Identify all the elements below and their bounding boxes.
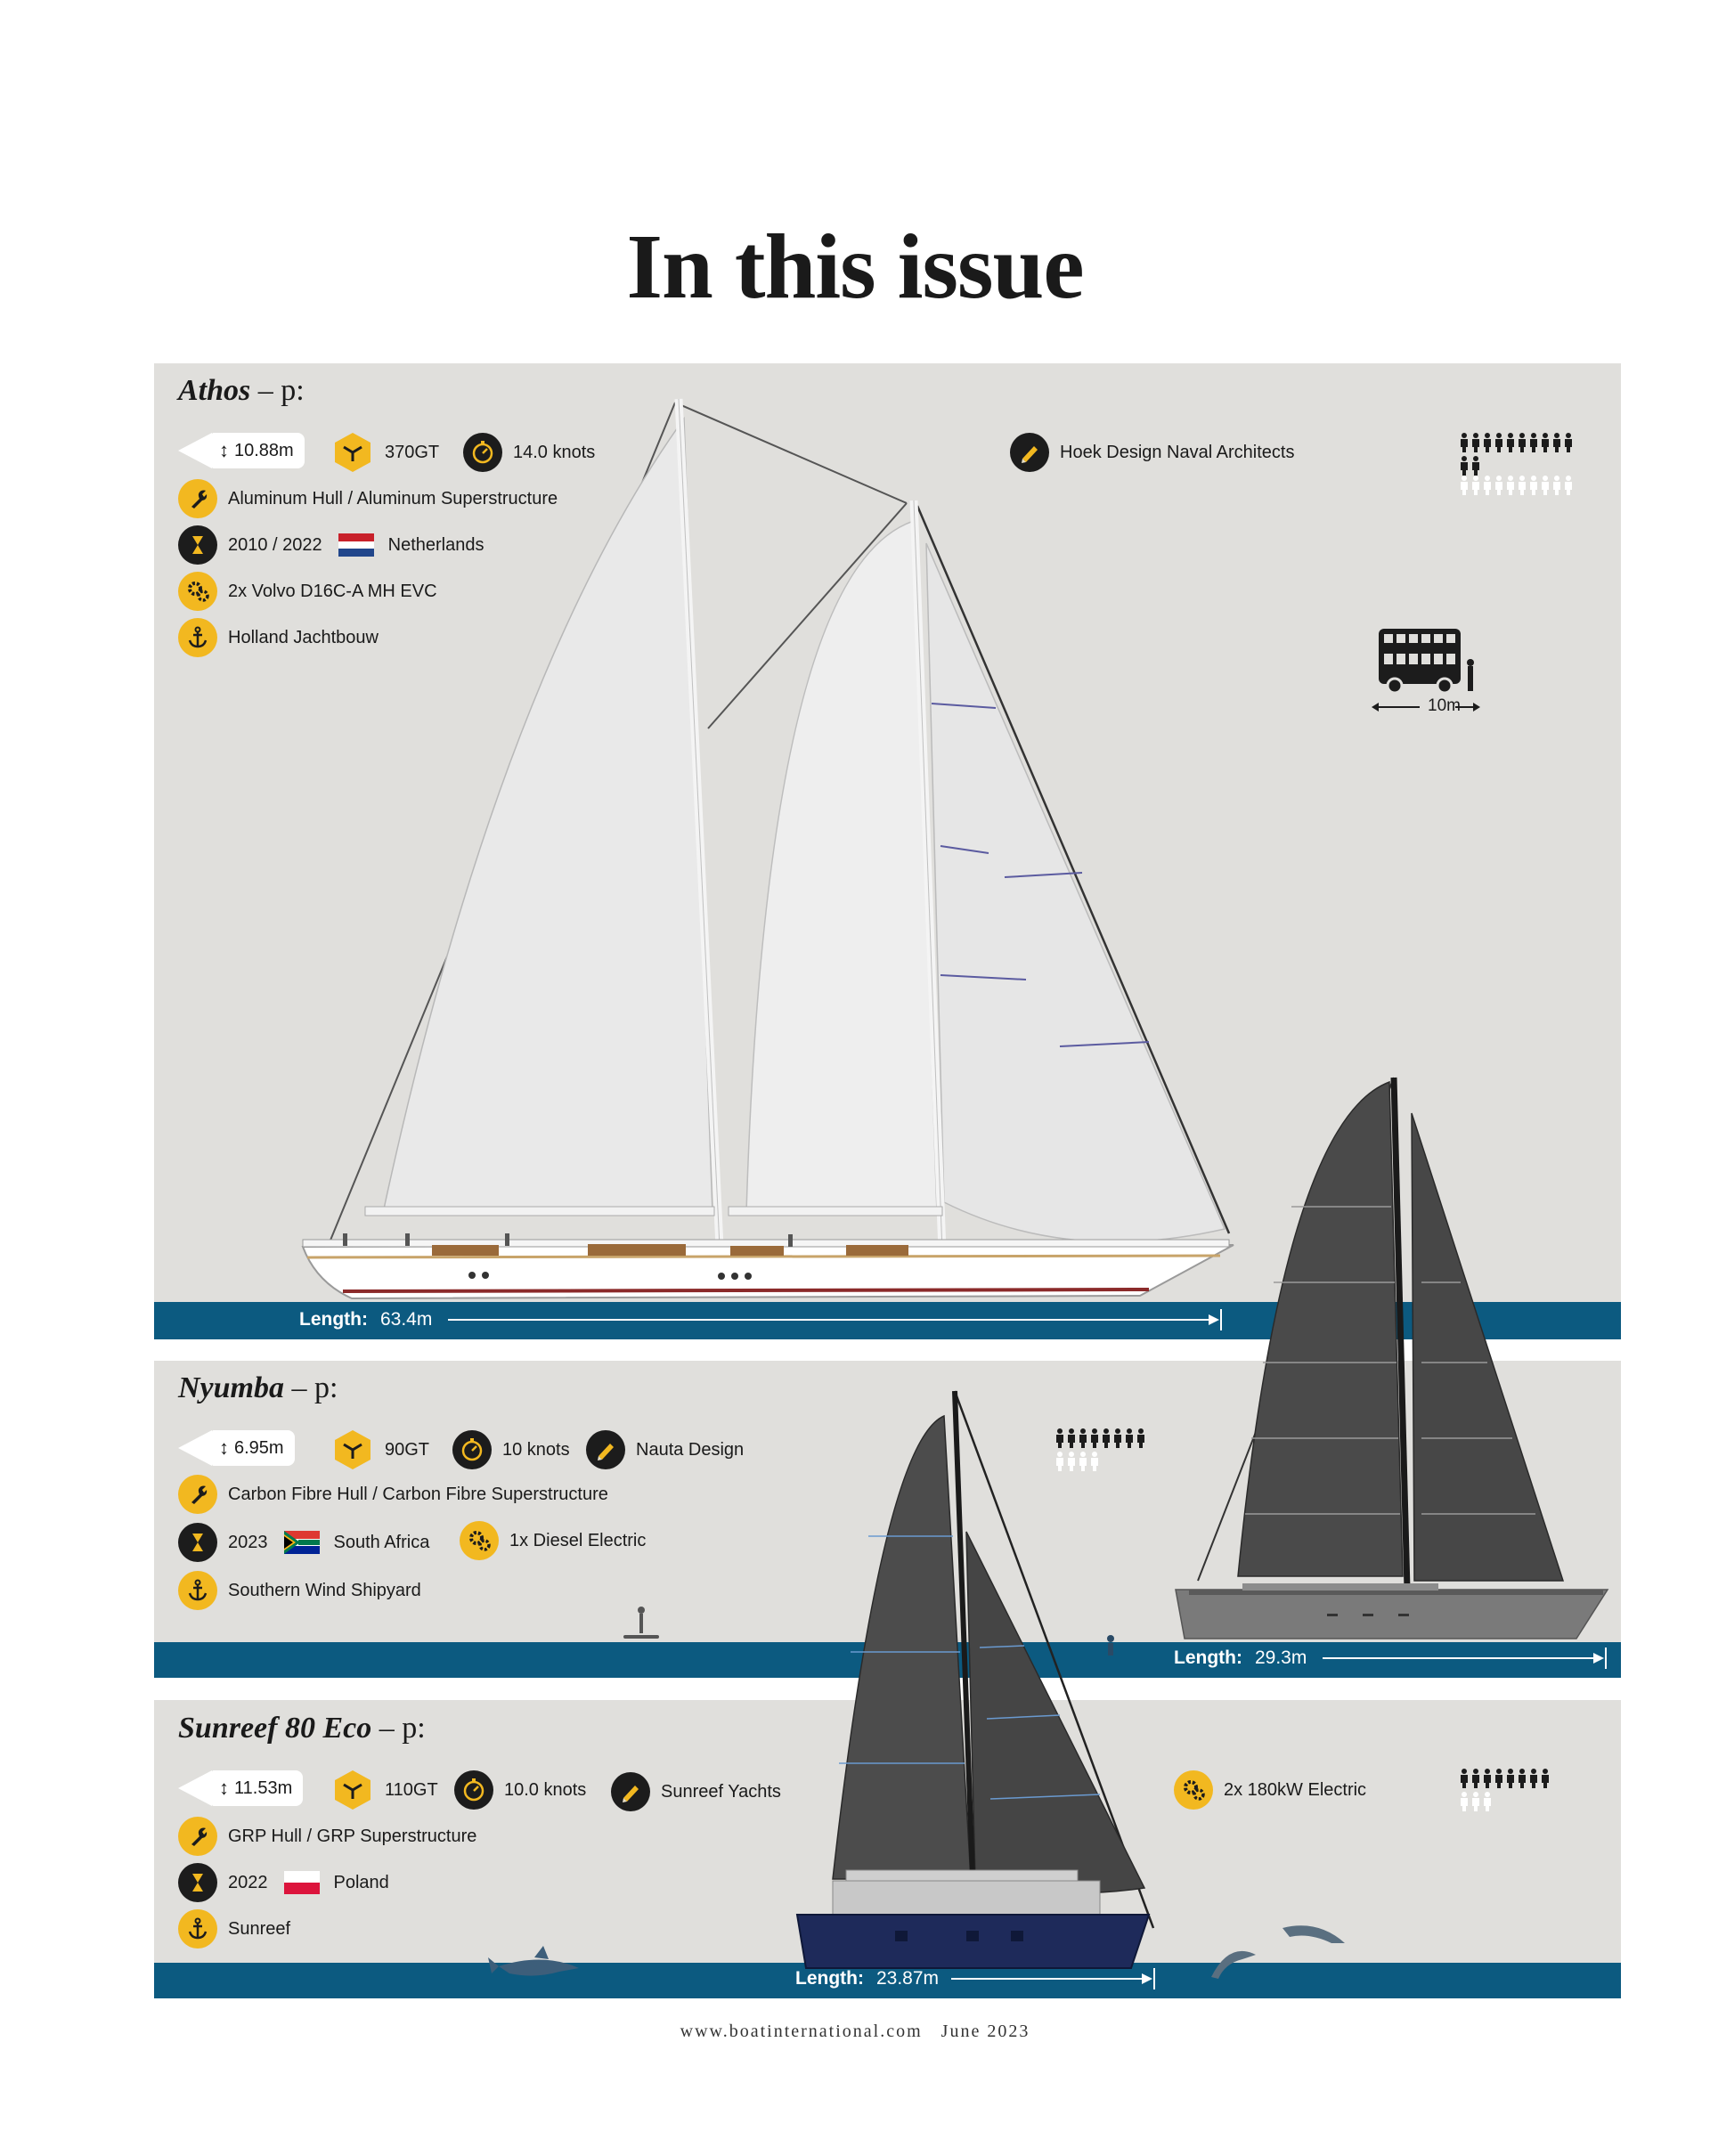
nyumba-name: Nyumba [178,1371,284,1404]
pencil-icon [1010,433,1049,472]
person-icon [1079,1428,1087,1448]
paddleboarder-icon [623,1607,659,1639]
nyumba-gt-value: 90GT [385,1439,430,1460]
nyumba-beam: ↕ 6.95m [178,1430,295,1466]
person-icon [1472,456,1479,476]
athos-years [178,525,484,565]
athos-gt-value: 370GT [385,442,440,462]
hourglass-icon [178,1863,217,1902]
person-icon [1484,433,1491,452]
nyumba-page-suffix: – p: [291,1371,338,1404]
person-icon [1542,1769,1549,1788]
person-icon [1472,476,1479,495]
person-icon [1519,476,1526,495]
sunreef-gt-value: 110GT [385,1779,438,1800]
sunreef-hull [178,1817,476,1856]
nyumba-yacht-drawing [1176,1078,1608,1639]
nyumba-engine-value: 1x Diesel Electric [509,1530,647,1550]
anchor-icon [178,1571,217,1610]
sunreef-length-label: Length: [795,1968,864,1989]
person-icon [1565,433,1572,452]
wrench-icon [178,479,217,518]
dolphin-icon [1282,1925,1345,1943]
person-icon [1519,1769,1526,1788]
poland-flag-icon [284,1871,320,1894]
person-icon [1495,476,1502,495]
person-icon [1114,1428,1121,1448]
person-icon [1461,433,1468,452]
athos-engine-value: 2x Volvo D16C-A MH EVC [228,581,437,601]
wrench-icon [178,1817,217,1856]
south-africa-flag-icon [284,1531,320,1554]
shark-icon [488,1946,579,1976]
person-icon [1461,1769,1468,1788]
pencil-icon [611,1772,650,1811]
nyumba-builder-value: Southern Wind Shipyard [228,1580,421,1600]
speed-icon [454,1770,493,1810]
person-icon [1056,1452,1063,1471]
sunreef-speed [454,1770,586,1810]
nyumba-years [178,1523,429,1562]
person-icon [1461,1792,1468,1811]
person-icon [1484,476,1491,495]
athos-beam: ↕ 10.88m [178,433,305,468]
anchor-icon [178,618,217,657]
person-icon [1530,433,1537,452]
athos-builder-value: Holland Jachtbouw [228,627,379,647]
swimmer-icon [1107,1635,1114,1656]
athos-speed-value: 14.0 knots [513,442,596,462]
sunreef-designer [611,1772,781,1811]
person-icon [1542,476,1549,495]
bus-scale-value: 10m [1428,696,1461,715]
dolphin-icon [1211,1951,1256,1979]
person-icon [1079,1452,1087,1471]
person-icon [1553,476,1560,495]
athos-designer-value: Hoek Design Naval Architects [1060,442,1295,462]
person-icon [1068,1452,1075,1471]
sunreef-speed-value: 10.0 knots [504,1779,587,1800]
athos-beam-value: 10.88m [234,440,294,460]
bus-scale-label [1428,696,1461,716]
sunreef-country-value: Poland [333,1872,389,1892]
gross-tonnage-icon [331,1428,374,1471]
sunreef-gt [331,1769,438,1811]
person-icon [1484,1792,1491,1811]
nyumba-speed-value: 10 knots [502,1439,570,1460]
beam-icon [178,1770,212,1806]
athos-country-value: Netherlands [387,534,484,555]
nyumba-title [178,1371,338,1405]
person-icon [1530,1769,1537,1788]
footer [0,2022,1710,2042]
athos-length [299,1309,1223,1330]
footer-date: June 2023 [940,2022,1030,2041]
nyumba-length-label: Length: [1174,1648,1242,1668]
nyumba-designer [586,1430,744,1469]
sunreef-engine-value: 2x 180kW Electric [1224,1779,1367,1800]
sunreef-beam: ↕ 11.53m [178,1770,303,1806]
beam-icon [178,433,212,468]
wrench-icon [178,1475,217,1514]
pencil-icon [586,1430,625,1469]
person-icon [1103,1428,1110,1448]
athos-name: Athos [178,374,251,407]
beam-icon [178,1430,212,1466]
footer-url: www.boatinternational.com [680,2022,923,2041]
nyumba-length-value: 29.3m [1254,1648,1307,1668]
person-icon [1126,1428,1133,1448]
sunreef-length [795,1968,1156,1989]
page-title: In this issue [626,216,1084,318]
person-icon [1519,433,1526,452]
person-icon [1495,1769,1502,1788]
person-icon [1056,1428,1063,1448]
nyumba-speed [452,1430,570,1469]
sunreef-hull-value: GRP Hull / GRP Superstructure [228,1826,477,1846]
nyumba-length [1174,1648,1608,1669]
nyumba-hull [178,1475,608,1514]
person-icon [1553,433,1560,452]
hourglass-icon [178,525,217,565]
athos-length-value: 63.4m [379,1309,433,1330]
person-icon [1472,1769,1479,1788]
person-icon [1068,1428,1075,1448]
athos-gt [331,431,439,474]
person-icon [1461,456,1468,476]
sunreef-engine [1174,1770,1366,1810]
sunreef-length-arrow [951,1968,1156,1989]
athos-designer [1010,433,1294,472]
nyumba-length-arrow [1323,1648,1608,1669]
athos-length-arrow [448,1309,1223,1330]
gross-tonnage-icon [331,431,374,474]
athos-builder [178,618,379,657]
person-icon [1472,433,1479,452]
person-icon [1091,1452,1098,1471]
engine-gear-icon [178,572,217,611]
athos-engine [178,572,437,611]
nyumba-designer-value: Nauta Design [636,1439,745,1460]
person-icon [1495,433,1502,452]
person-icon [1137,1428,1144,1448]
sunreef-page-suffix: – p: [379,1712,426,1745]
sunreef-builder [178,1909,290,1949]
athos-speed [463,433,595,472]
engine-gear-icon [1174,1770,1213,1810]
speed-icon [463,433,502,472]
person-icon [1530,476,1537,495]
sunreef-title [178,1712,426,1745]
sunreef-years-value: 2022 [228,1872,268,1892]
athos-page-suffix: – p: [257,374,305,407]
sunreef-length-value: 23.87m [875,1968,940,1989]
person-icon [1507,433,1514,452]
person-icon [1091,1428,1098,1448]
nyumba-beam-value: 6.95m [234,1437,284,1458]
person-icon [1507,1769,1514,1788]
nyumba-hull-value: Carbon Fibre Hull / Carbon Fibre Superstructure [228,1484,608,1504]
person-icon [1542,433,1549,452]
bus-icon [1372,629,1480,715]
sunreef-builder-value: Sunreef [228,1918,291,1939]
nyumba-builder [178,1571,421,1610]
nyumba-engine [460,1521,646,1560]
nyumba-years-value: 2023 [228,1532,268,1552]
sunreef-name: Sunreef 80 Eco [178,1712,372,1745]
athos-hull [178,479,558,518]
hourglass-icon [178,1523,217,1562]
sunreef-designer-value: Sunreef Yachts [661,1781,781,1802]
anchor-icon [178,1909,217,1949]
sunreef-years [178,1863,389,1902]
athos-hull-value: Aluminum Hull / Aluminum Superstructure [228,488,558,508]
engine-gear-icon [460,1521,499,1560]
netherlands-flag-icon [338,533,374,557]
sunreef-beam-value: 11.53m [234,1778,293,1798]
person-icon [1507,476,1514,495]
nyumba-gt [331,1428,429,1471]
nyumba-country-value: South Africa [333,1532,430,1552]
sunreef-yacht-drawing [797,1391,1153,1968]
speed-icon [452,1430,492,1469]
athos-years-value: 2010 / 2022 [228,534,322,555]
person-icon [1484,1769,1491,1788]
athos-title [178,374,305,408]
person-icon [1565,476,1572,495]
gross-tonnage-icon [331,1769,374,1811]
athos-length-label: Length: [299,1309,368,1330]
person-icon [1461,476,1468,495]
person-icon [1472,1792,1479,1811]
